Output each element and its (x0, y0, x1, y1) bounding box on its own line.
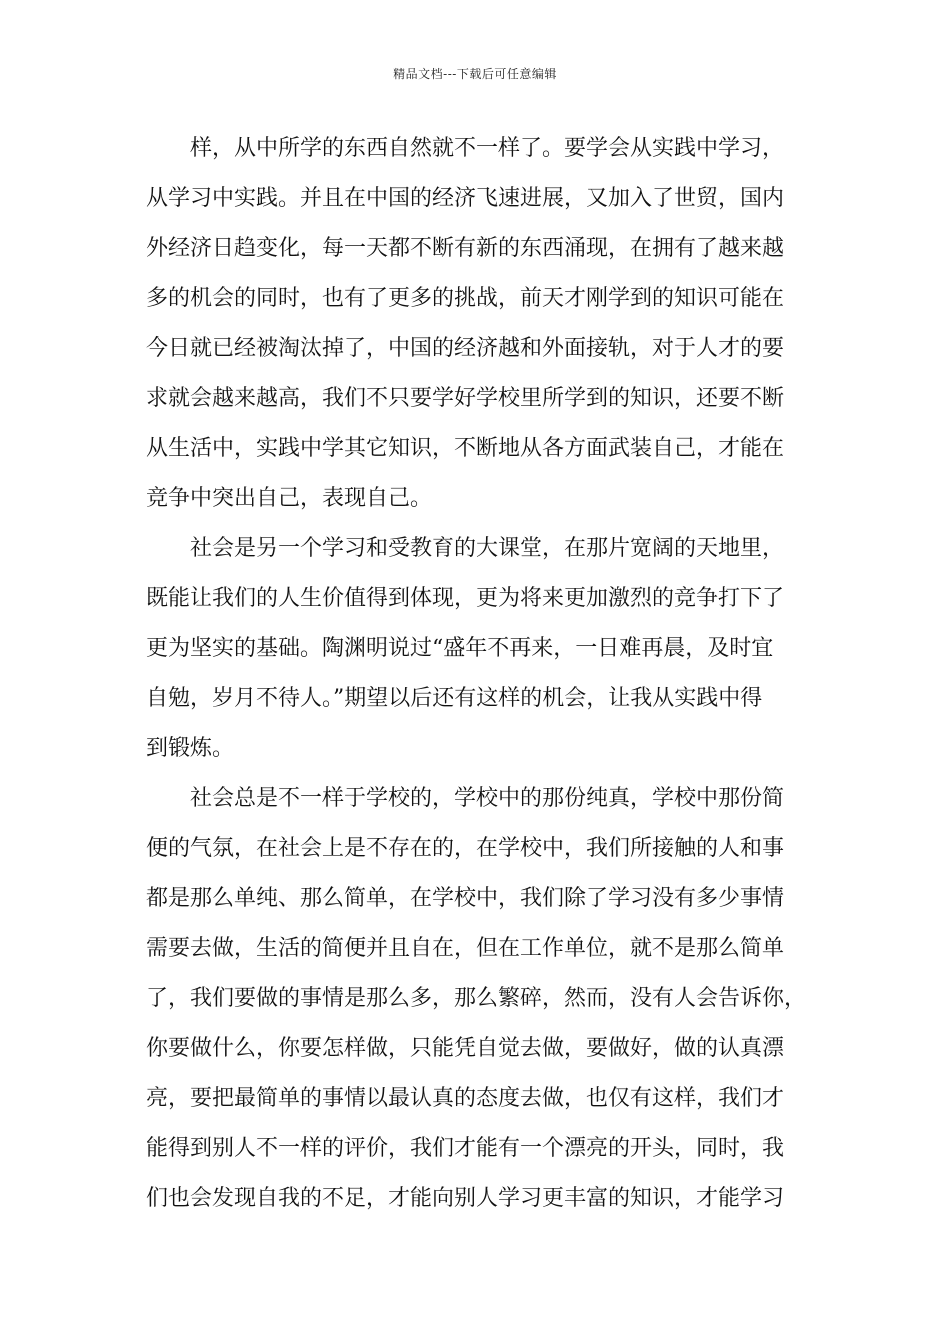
text-line: 求就会越来越高，我们不只要学好学校里所学到的知识，还要不断 (146, 386, 785, 411)
text-line: 从学习中实践。并且在中国的经济飞速进展，又加入了世贸，国内 (146, 186, 785, 211)
text-line: 都是那么单纯、那么简单，在学校中，我们除了学习没有多少事情 (146, 886, 785, 911)
text-line: 竞争中突出自己，表现自己。 (146, 486, 433, 511)
text-line: 今日就已经被淘汰掉了，中国的经济越和外面接轨，对于人才的要 (146, 336, 785, 361)
text-line: 亮，要把最简单的事情以最认真的态度去做，也仅有这样，我们才 (146, 1086, 785, 1111)
text-line: 外经济日趋变化，每一天都不断有新的东西涌现，在拥有了越来越 (146, 236, 785, 261)
text-line: 既能让我们的人生价值得到体现，更为将来更加激烈的竞争打下了 (146, 586, 785, 611)
text-line: 多的机会的同时，也有了更多的挑战，前天才刚学到的知识可能在 (146, 286, 785, 311)
text-line: 们也会发现自我的不足，才能向别人学习更丰富的知识，才能学习 (146, 1186, 785, 1211)
text-line: 从生活中，实践中学其它知识，不断地从各方面武装自己，才能在 (146, 436, 785, 461)
paragraph-first-line: 社会总是不一样于学校的，学校中的那份纯真，学校中那份简 (190, 786, 785, 811)
text-line: 需要去做，生活的简便并且自在，但在工作单位，就不是那么简单 (146, 936, 785, 961)
body-text (146, 124, 808, 1224)
text-line: 自勉，岁月不待人。”期望以后还有这样的机会，让我从实践中得 (146, 686, 763, 711)
paragraph-first-line: 社会是另一个学习和受教育的大课堂，在那片宽阔的天地里， (190, 536, 785, 561)
text-line: 样，从中所学的东西自然就不一样了。要学会从实践中学习， (190, 136, 785, 161)
page-header: 精品文档---下载后可任意编辑 (393, 67, 557, 81)
text-line: 到锻炼。 (146, 736, 235, 761)
text-line: 能得到别人不一样的评价，我们才能有一个漂亮的开头，同时，我 (146, 1136, 785, 1161)
text-line: 更为坚实的基础。陶渊明说过“盛年不再来，一日难再晨，及时宜 (146, 636, 774, 661)
text-line: 你要做什么，你要怎样做，只能凭自觉去做，要做好，做的认真漂 (146, 1036, 785, 1061)
text-line: 了，我们要做的事情是那么多，那么繁碎，然而，没有人会告诉你， (146, 986, 807, 1011)
text-line: 便的气氛，在社会上是不存在的，在学校中，我们所接触的人和事 (146, 836, 785, 861)
